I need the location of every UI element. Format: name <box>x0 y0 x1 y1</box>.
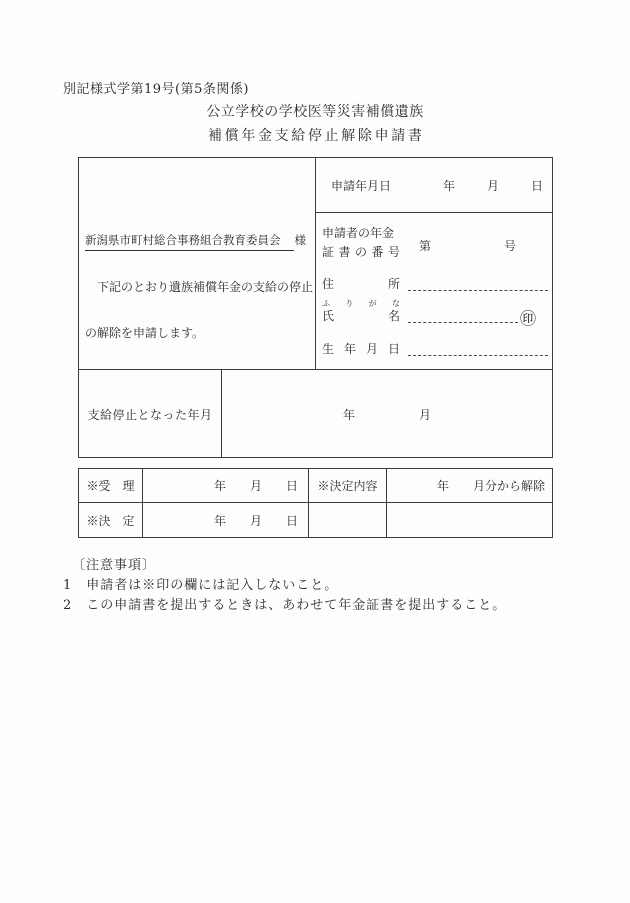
address-fill-in-line <box>408 288 548 291</box>
applicant-statement-cell <box>79 158 316 369</box>
pension-cert-label-line2: 証 書 の 番 号 <box>322 245 400 259</box>
pension-cert-number-prefix: 第 <box>419 239 432 253</box>
main-table <box>78 157 553 458</box>
notes-heading: 〔注意事項〕 <box>72 558 157 573</box>
addressee-honorific: 様 <box>294 233 306 247</box>
name-label: 氏 名 <box>322 309 400 323</box>
decision-label-cell: ※決 定 <box>79 503 143 537</box>
statement-line-2: の解除を申請します。 <box>85 326 205 340</box>
name-fill-in-line <box>408 320 518 323</box>
addressee-underlined <box>85 232 294 251</box>
name-row <box>322 307 537 328</box>
decision-date-cell: 年 月 日 <box>143 503 309 537</box>
birth-date-label: 生 年 月 日 <box>322 342 400 356</box>
suspension-value-cell <box>222 370 552 458</box>
title-line-1: 公立学校の学校医等災害補償遺族 <box>206 104 424 120</box>
suspension-row <box>79 369 552 458</box>
applicant-detail-cell <box>316 213 552 369</box>
day-label: 日 <box>530 178 543 193</box>
pension-cert-number-suffix: 号 <box>504 239 517 253</box>
statement-line-1: 下記のとおり遺族補償年金の支給の停止 <box>97 280 314 294</box>
title-line-2: 補 償 年 金 支 給 停 止 解 除 申 請 書 <box>208 128 422 144</box>
application-date-label: 申請年月日 <box>331 178 392 193</box>
furigana-label: ふ り が な <box>322 299 400 308</box>
note-item-1: 1 申請者は※印の欄には記入しないこと。 <box>63 578 339 593</box>
note-item-2: 2 この申請書を提出するときは、あわせて年金証書を提出すること。 <box>63 598 507 613</box>
decision-content-label-cell: ※決定内容 <box>309 469 387 503</box>
application-date-row <box>316 158 552 213</box>
year-label: 年 <box>342 407 355 422</box>
office-use-table <box>78 468 553 538</box>
month-label: 月 <box>419 407 432 422</box>
document-title <box>0 101 630 145</box>
application-date-units <box>411 177 543 194</box>
empty-cell <box>387 503 552 537</box>
suspension-label-cell <box>79 370 222 458</box>
notes-section <box>63 556 506 616</box>
addressee-line <box>85 232 306 251</box>
pension-cert-label-line1: 申請者の年金 <box>322 226 395 240</box>
main-table-top-section <box>79 158 552 369</box>
applicant-info-cell <box>316 158 552 369</box>
empty-cell <box>309 503 387 537</box>
birth-date-fill-in-line <box>408 353 548 356</box>
birth-date-row <box>322 340 548 357</box>
receipt-label-cell: ※受 理 <box>79 469 143 503</box>
year-label: 年 <box>442 178 455 193</box>
seal-stamp-mark: ㊞ <box>520 309 537 328</box>
address-label: 住 所 <box>322 277 400 291</box>
receipt-date-cell: 年 月 日 <box>143 469 309 503</box>
suspension-label: 支給停止となった年月 <box>87 407 213 422</box>
addressee-name: 新潟県市町村総合事務組合教育委員会 <box>85 233 281 247</box>
pension-cert-label <box>322 224 402 262</box>
form-number: 別記様式学第19号(第5条関係) <box>63 82 249 97</box>
address-row <box>322 275 548 292</box>
decision-content-value-cell: 年 月分から解除 <box>387 469 552 503</box>
month-label: 月 <box>486 178 499 193</box>
